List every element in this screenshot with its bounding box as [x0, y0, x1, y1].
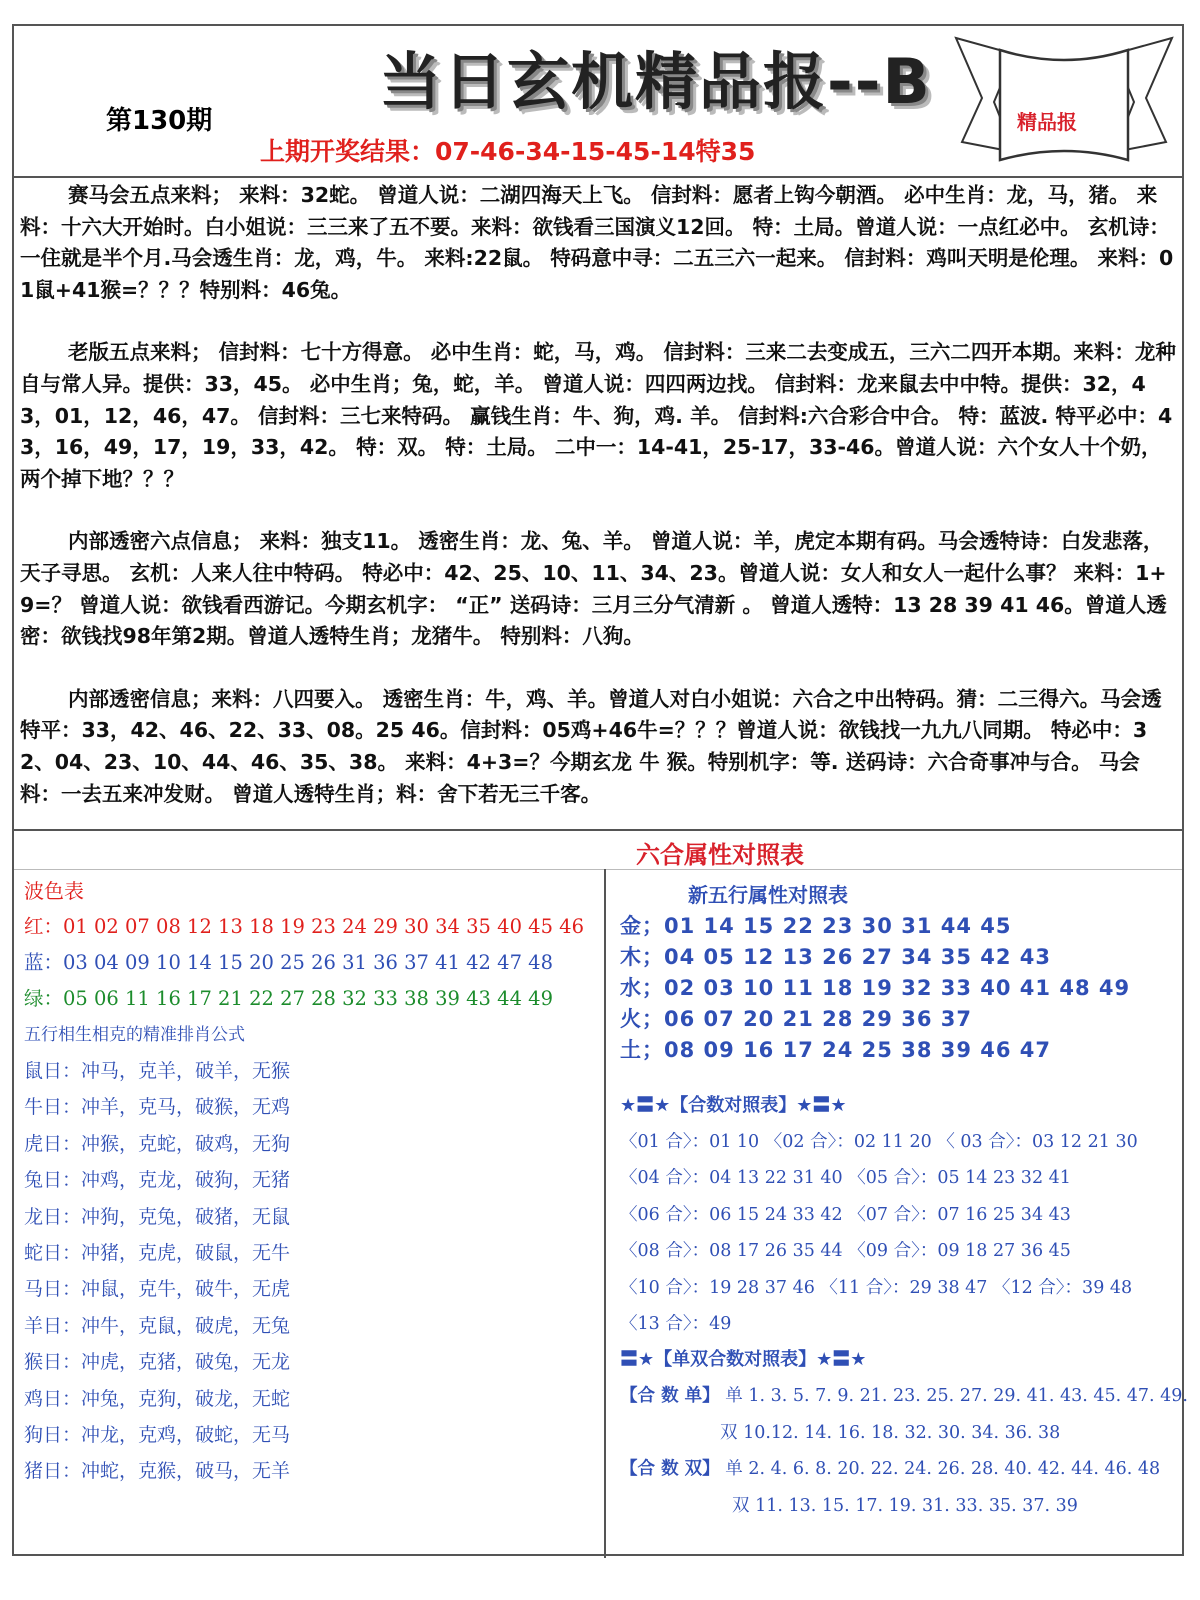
zodiac-rule: 鼠日：冲马，克羊，破羊，无猴: [24, 1060, 291, 1082]
heshu-dan-odd: 单 1. 3. 5. 7. 9. 21. 23. 25. 27. 29. 41. 43. 45. 47. 49.: [725, 1386, 1188, 1407]
paragraph-4: 内部透密信息；来料：八四要入。 透密生肖：牛，鸡、羊。曾道人对白小姐说：六合之中出特码。猜：二三得六。马会透特平：33，42、46、22、33、08。25 46。信封料：05鸡+46牛=？？？曾道人说：欲钱找一九九八同期。 特必中：32、04、23、10、44、46、35、38。 来料：4+3=？今期玄龙 牛 猴。特别机字：等. 送码诗：六合奇事冲与合。 马会料：一去五来冲发财。 曾道人透特生肖；料：舍下若无三千客。: [20, 686, 1162, 806]
heshu-dan-label: 【合 数 单】: [620, 1386, 720, 1407]
heshu-shuang-row: [620, 1451, 1180, 1487]
zodiac-rule: 羊日：冲牛，克鼠，破虎，无兔: [24, 1314, 291, 1337]
heshu-shuang-even: 双 11. 13. 15. 17. 19. 31. 33. 35. 37. 39: [732, 1495, 1078, 1516]
wave-red: 红：01 02 07 08 12 13 18 19 23 24 29 30 34 35 40 45 46: [24, 915, 584, 938]
heshu-title: ★〓★【合数对照表】★〓★: [620, 1095, 847, 1116]
table-title: 六合属性对照表: [636, 841, 804, 869]
wave-title: 波色表: [24, 879, 84, 903]
info-content: [20, 180, 1176, 841]
zodiac-rule: 牛日：冲羊，克马，破猴，无鸡: [24, 1096, 291, 1119]
zodiac-rule: 蛇日：冲猪，克虎，破鼠，无牛: [24, 1241, 291, 1264]
zodiac-rule: 龙日：冲狗，克兔，破猪，无鼠: [24, 1205, 291, 1228]
paragraph-2: 老版五点来料； 信封料：七十方得意。 必中生肖：蛇，马，鸡。 信封料：三来二去变成五，三六二四开本期。来料：龙种自与常人异。提供：33，45。 必中生肖；兔，蛇，羊。 曾道人说：四四两边找。 信封料：龙来鼠去中中特。提供：32，43，01，12，46，47。 信封料：三七来特码。 赢钱生肖：牛、狗，鸡. 羊。 信封料:六合彩合中合。 特：蓝波. 特平必中：43，16，49，17，19，33，42。 特：双。 特：土局。 二中一：14-41，25-17，33-46。曾道人说：六个女人十个奶，两个掉下地？？？: [20, 340, 1176, 491]
page-title: 当日玄机精品报--B: [379, 45, 932, 118]
formula-title: 五行相生相克的精准排肖公式: [24, 1025, 245, 1045]
scroll-label: 精品报: [1017, 110, 1077, 134]
heshu-dan-even: 双 10.12. 14. 16. 18. 32. 30. 34. 36. 38: [720, 1422, 1061, 1443]
attribute-table: [14, 829, 1188, 1558]
heshu-row: 〈08 合〉：08 17 26 35 44 〈09 合〉：09 18 27 36 45: [620, 1241, 1071, 1262]
zodiac-rule: 猪日：冲蛇，克猴，破马，无羊: [24, 1460, 291, 1483]
zodiac-rule: 猴日：冲虎，克猪，破兔，无龙: [24, 1351, 291, 1374]
heshu-row: 〈04 合〉：04 13 22 31 40 〈05 合〉：05 14 23 32 41: [620, 1168, 1071, 1189]
wuxing-row: 土；08 09 16 17 24 25 38 39 46 47: [620, 1038, 1052, 1062]
wave-blue: 蓝：03 04 09 10 14 15 20 25 26 31 36 37 41 42 47 48: [24, 951, 553, 974]
heshu-shuang-label: 【合 数 双】: [620, 1459, 720, 1480]
heshu-dan-row: [620, 1378, 1188, 1414]
zodiac-rule: 兔日：冲鸡，克龙，破狗，无猪: [24, 1169, 291, 1192]
wuxing-title: 新五行属性对照表: [688, 883, 848, 907]
zodiac-rule: 马日：冲鼠，克牛，破牛，无虎: [24, 1278, 291, 1301]
zodiac-rule: 虎日：冲猴，克蛇，破鸡，无狗: [24, 1132, 291, 1155]
right-column: [620, 879, 1188, 1524]
last-result: 上期开奖结果：07-46-34-15-45-14特35: [260, 137, 756, 166]
danshuang-title: 〓★【单双合数对照表】★〓★: [620, 1349, 867, 1371]
issue-number: 第130期: [106, 106, 213, 136]
heshu-row: 〈13 合〉：49: [620, 1313, 732, 1334]
wuxing-row: 火；06 07 20 21 28 29 36 37: [620, 1007, 972, 1031]
wuxing-row: 木；04 05 12 13 26 27 34 35 42 43: [620, 945, 1052, 969]
paragraph-3: 内部透密六点信息； 来料：独支11。 透密生肖：龙、兔、羊。 曾道人说：羊，虎定本期有码。马会透特诗：白发悲落，天子寻思。 玄机：人来人往中特码。 特必中：42、25、10、11、34、23。曾道人说：女人和女人一起什么事？ 来料：1+9=？ 曾道人说：欲钱看西游记。今期玄机字： “正” 送码诗：三月三分气清新 。 曾道人透特：13 28 39 41 46。曾道人透密：欲钱找98年第2期。曾道人透特生肖；龙猪牛。 特别料：八狗。: [20, 529, 1167, 649]
heshu-row: 〈06 合〉：06 15 24 33 42 〈07 合〉：07 16 25 34 43: [620, 1204, 1071, 1225]
heshu-row: 〈10 合〉：19 28 37 46 〈11 合〉：29 38 47 〈12 合〉：39 48: [620, 1277, 1133, 1298]
zodiac-rule: 狗日：冲龙，克鸡，破蛇，无马: [24, 1423, 291, 1446]
wuxing-row: 金；01 14 15 22 23 30 31 44 45: [620, 914, 1012, 938]
heshu-shuang-odd: 单 2. 4. 6. 8. 20. 22. 24. 26. 28. 40. 42. 44. 46. 48: [725, 1459, 1161, 1480]
wuxing-row: 水；02 03 10 11 18 19 32 33 40 41 48 49: [620, 976, 1131, 1000]
heshu-row: 〈01 合〉：01 10 〈02 合〉：02 11 20 〈 03 合〉：03 12 21 30: [620, 1132, 1138, 1152]
page-frame: [12, 24, 1188, 1556]
zodiac-rule: 鸡日：冲兔，克狗，破龙，无蛇: [24, 1387, 291, 1410]
paragraph-1: 赛马会五点来料； 来料：32蛇。 曾道人说：二湖四海天上飞。 信封料：愿者上钩今朝酒。 必中生肖：龙，马，猪。 来料：十六大开始时。白小姐说：三三来了五不要。来料：欲钱看三国演义12回。 特：土局。曾道人说：一点红必中。 玄机诗：一住就是半个月.马会透生肖：龙，鸡，牛。 来料:22鼠。 特码意中寻：二五三六一起来。 信封料：鸡叫天明是伦理。 来料：01鼠+41猴=？？？特别料：46兔。: [20, 183, 1174, 302]
table-title-bar: [14, 831, 1182, 870]
header: [14, 26, 1182, 178]
wave-green: 绿：05 06 11 16 17 21 22 27 28 32 33 38 39 43 44 49: [24, 987, 553, 1010]
left-column: [24, 873, 599, 1490]
scroll-banner-icon: [954, 32, 1174, 170]
column-divider: [604, 869, 606, 1558]
